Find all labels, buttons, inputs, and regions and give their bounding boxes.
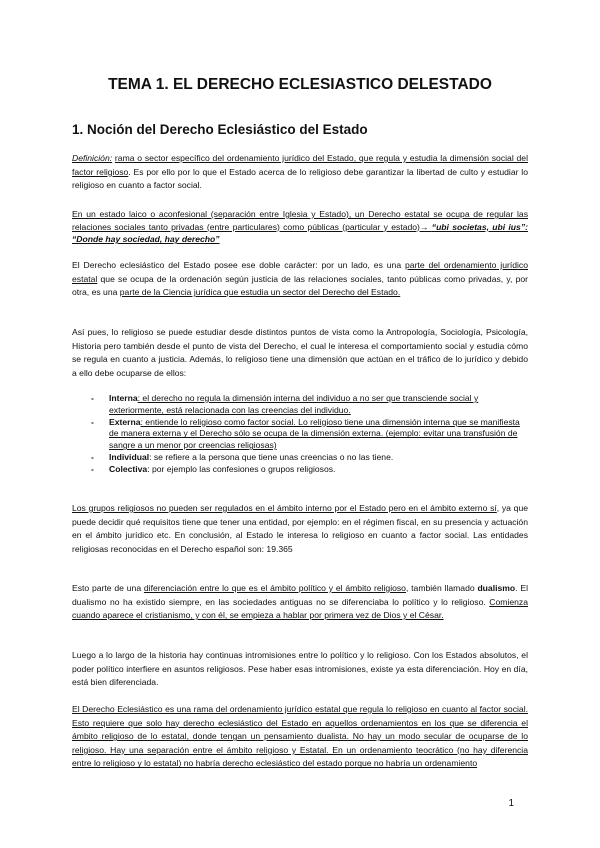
paragraph-derecho-eclesiastico: El Derecho Eclesiástico es una rama del ordenamiento jurídico estatal que regula lo religioso en cuanto al factor social. Esto requiere que solo hay derecho eclesiástico del Estado en aquellos ordenamientos en los que se diferencia el ámbito religioso de lo estatal, donde tengan un pensamiento dualista. No hay un modo secular de ocuparse de lo religioso. Hay una separación entre el ámbito religioso y Estatal. En un ordenamiento teocrático (no hay diferencia entre lo religioso y lo estatal) no habría derecho eclesiástico del estado porque no habría un ordenamiento bbox=[72, 704, 528, 769]
grupos-rest: , ya que puede decidir qué requisitos tiene que tener una entidad, por ejemplo: en el régimen fiscal, en su presencia y actuación en el ámbito jurídico etc. En conclusión, al Estado le interesa lo religioso en cuanto a factor social. Las entidades religiosas reconocidas en el Derecho español son: 19.365 bbox=[72, 503, 529, 554]
list-item-individual bbox=[91, 452, 528, 464]
paragraph-grupos-religiosos bbox=[72, 502, 528, 556]
doble-caracter-text: El Derecho eclesiástico del Estado posee ese doble carácter: por un lado, es una bbox=[72, 260, 406, 270]
text-externa: : entiende lo religioso como factor social. Lo religioso tiene una dimensión interna que se manifiesta de manera externa y el Derecho sólo se ocupa de la dimensión externa. (ejemplo: evitar una transfusión de sangre a un menor por creencias religiosas) bbox=[109, 416, 520, 451]
text-individual: : se refiere a la persona que tiene unas creencias o no las tiene. bbox=[149, 451, 394, 462]
paragraph-dualismo bbox=[72, 582, 528, 623]
page-number: 1 bbox=[508, 798, 514, 809]
ordenamiento-underlined: parte del ordenamiento jurídico estatal bbox=[72, 260, 529, 284]
diferenciacion-underlined: diferenciación entre lo que es el ámbito político y el ámbito religioso bbox=[143, 583, 406, 593]
paragraph-doble-caracter bbox=[72, 259, 528, 300]
dualismo-rest: . El dualismo no ha existido siempre, en las sociedades antiguas no se diferenciaba lo político y lo religioso. bbox=[72, 583, 529, 607]
definition-rest: . Es por ello por lo que el Estado acerca de lo religioso debe garantizar la libertad de culto y estudiar lo religioso en cuanto a factor social. bbox=[72, 166, 528, 191]
grupos-underlined: Los grupos religiosos no pueden ser regulados en el ámbito interno por el Estado pero en el ámbito externo sí bbox=[72, 503, 497, 513]
list-item-externa bbox=[91, 417, 528, 452]
dualismo-middle: , también llamado bbox=[405, 583, 478, 593]
list-item-interna bbox=[91, 393, 528, 417]
dualismo-intro: Esto parte de una bbox=[72, 583, 144, 593]
paragraph-definition bbox=[72, 152, 528, 193]
term-externa: Externa bbox=[109, 416, 141, 427]
paragraph-puntos-vista: Así pues, lo religioso se puede estudiar desde distintos puntos de vista como la Antropología, Sociología, Psicología, Historia pero también desde el punto de vista del Derecho, el cual le interesa el comportamiento social y estudia cómo se regula en cuanto a justicia. Además, lo religioso tiene una dimensión que actúan en el tráfico de lo jurídico y debido a ello debe ocuparse de ellos: bbox=[72, 327, 528, 378]
estado-laico-text: En un estado laico o aconfesional (separación entre Iglesia y Estado), un Derecho estatal se ocupa de regular las relaciones sociales tanto privadas (entre particulares) como públicas (particular y estado)→ bbox=[72, 209, 528, 232]
doble-caracter-middle: que se ocupa de la ordenación según justicia de las relaciones sociales, tanto públicas como privadas, y, por otra, es una bbox=[72, 273, 528, 298]
ciencia-juridica-underlined: parte de la Ciencia jurídica que estudia un sector del Derecho del Estado. bbox=[119, 287, 401, 298]
document-title: TEMA 1. EL DERECHO ECLESIASTICO DELESTADO bbox=[108, 76, 492, 93]
definition-underlined: rama o sector específico del ordenamiento jurídico del Estado, que regula y estudia la dimensión social del factor religioso bbox=[72, 153, 528, 177]
definition-label: Definición: bbox=[72, 153, 113, 163]
text-interna: : el derecho no regula la dimensión interna del individuo a no ser que transciende social y exteriormente, está relacionada con las creencias del individuo. bbox=[109, 393, 479, 415]
text-colectiva: : por ejemplo las confesiones o grupos religiosos. bbox=[147, 463, 336, 474]
ubi-societas-quote: “ubi societas, ubi ius”: “Donde hay sociedad, hay derecho” bbox=[72, 221, 528, 245]
dualismo-bold: dualismo bbox=[477, 583, 516, 593]
term-individual: Individual bbox=[109, 451, 150, 462]
dimensions-list bbox=[91, 393, 528, 476]
paragraph-intromisiones: Luego a lo largo de la historia hay continuas intromisiones entre lo político y lo religioso. Con los Estados absolutos, el poder político interfiere en asuntos religiosos. Pese haber esas intromisiones, existe ya esta diferenciación. Hoy en día, está bien diferenciada. bbox=[72, 650, 528, 688]
term-interna: Interna bbox=[109, 393, 138, 403]
paragraph-estado-laico bbox=[72, 208, 528, 246]
term-colectiva: Colectiva bbox=[109, 463, 148, 474]
list-item-colectiva bbox=[91, 464, 528, 476]
cristianismo-underlined: Comienza cuando aparece el cristianismo, y con él, se empieza a hablar por primera vez de Dios y el César. bbox=[72, 596, 528, 621]
section-heading: 1. Noción del Derecho Eclesiástico del Estado bbox=[72, 122, 368, 137]
